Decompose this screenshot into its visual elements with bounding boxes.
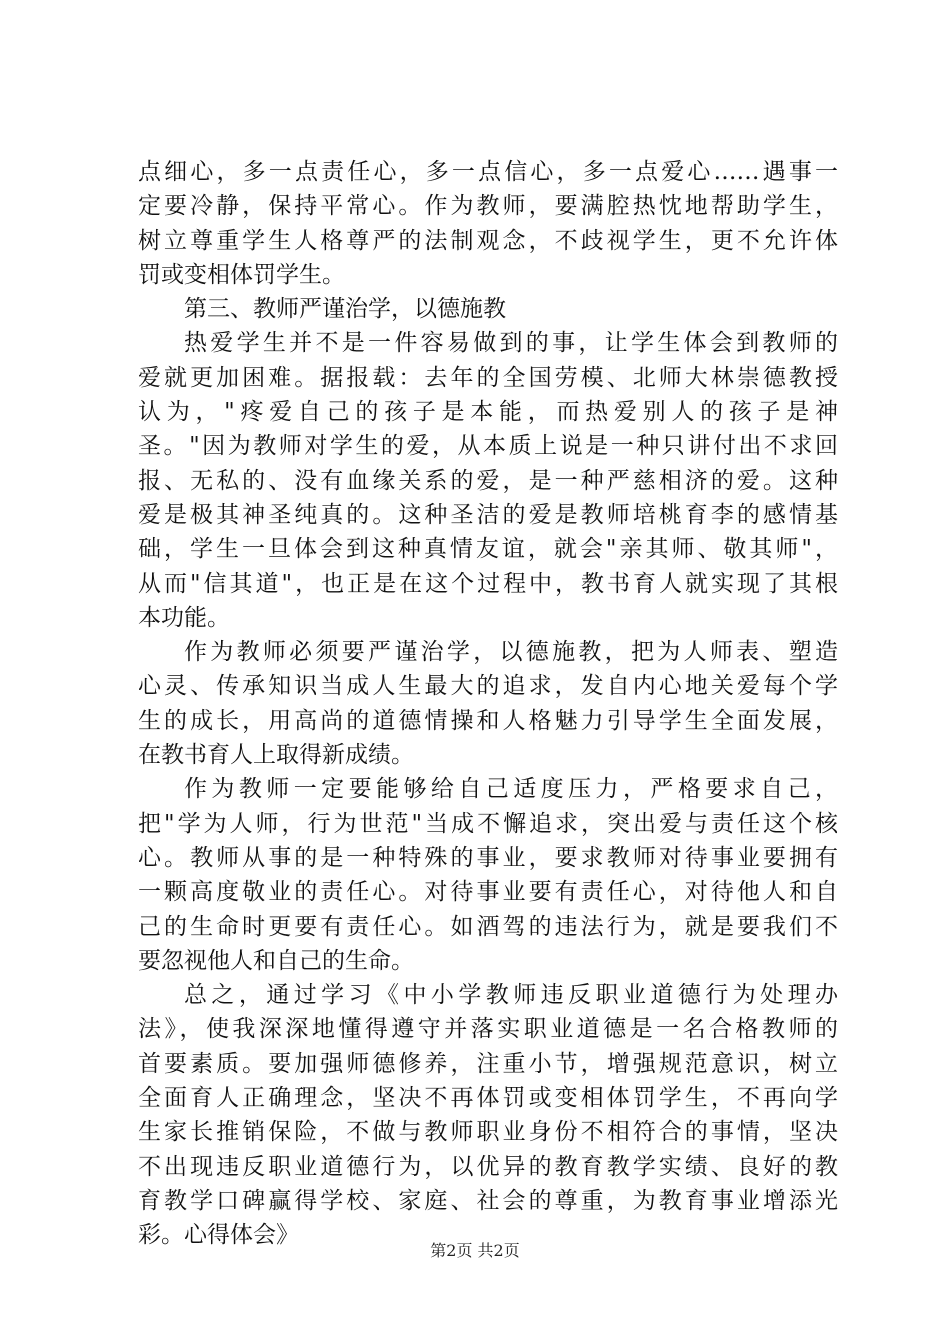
text-line: 不出现违反职业道德行为，以优异的教育教学实绩、良好的教 <box>138 1153 838 1180</box>
text-line: 本功能。 <box>138 604 230 631</box>
text-line: 点细心，多一点责任心，多一点信心，多一点爱心……遇事一 <box>138 159 838 185</box>
text-line: 罚或变相体罚学生。 <box>138 261 345 288</box>
text-line: 热爱学生并不是一件容易做到的事，让学生体会到教师的 <box>184 330 838 357</box>
text-line: 在教书育人上取得新成绩。 <box>138 742 414 769</box>
text-line: 一颗高度敬业的责任心。对待事业要有责任心，对待他人和自 <box>138 879 838 906</box>
text-line: 法》，使我深深地懂得遵守并落实职业道德是一名合格教师的 <box>138 1016 838 1043</box>
text-line: 爱是极其神圣纯真的。这种圣洁的爱是教师培桃育李的感情基 <box>138 501 838 528</box>
text-line: 树立尊重学生人格尊严的法制观念，不歧视学生，更不允许体 <box>138 227 838 254</box>
text-line: 从而"信其道"，也正是在这个过程中，教书育人就实现了其根 <box>138 570 838 597</box>
text-line: 爱就更加困难。据报载：去年的全国劳模、北师大林崇德教授 <box>138 364 838 391</box>
text-line: 把"学为人师，行为世范"当成不懈追求，突出爱与责任这个核 <box>138 810 838 837</box>
text-line: 己的生命时更要有责任心。如酒驾的违法行为，就是要我们不 <box>138 913 838 940</box>
text-line: 全面育人正确理念，坚决不再体罚或变相体罚学生，不再向学 <box>138 1085 838 1112</box>
page-footer: 第2页 共2页 <box>430 1241 520 1260</box>
text-line: 报、无私的、没有血缘关系的爱，是一种严慈相济的爱。这种 <box>138 467 838 494</box>
text-line: 第三、教师严谨治学，以德施教 <box>184 296 506 323</box>
text-line: 育教学口碑赢得学校、家庭、社会的尊重，为教育事业增添光 <box>138 1187 838 1214</box>
text-line: 生的成长，用高尚的道德情操和人格魅力引导学生全面发展， <box>138 707 838 734</box>
text-line: 认为，"疼爱自己的孩子是本能，而热爱别人的孩子是神 <box>138 399 838 426</box>
text-line: 心。教师从事的是一种特殊的事业，要求教师对待事业要拥有 <box>138 844 838 871</box>
text-line: 作为教师必须要严谨治学，以德施教，把为人师表、塑造 <box>184 639 838 666</box>
text-line: 心灵、传承知识当成人生最大的追求，发自内心地关爱每个学 <box>138 673 838 700</box>
text-line: 彩。心得体会》 <box>138 1222 299 1249</box>
text-line: 首要素质。要加强师德修养，注重小节，增强规范意识，树立 <box>138 1050 838 1077</box>
text-line: 作为教师一定要能够给自己适度压力，严格要求自己， <box>184 776 838 803</box>
text-line: 要忽视他人和自己的生命。 <box>138 947 414 974</box>
document-body <box>138 155 838 1253</box>
text-line: 生家长推销保险，不做与教师职业身份不相符合的事情，坚决 <box>138 1119 838 1146</box>
text-line: 定要冷静，保持平常心。作为教师，要满腔热忱地帮助学生， <box>138 193 838 220</box>
text-line: 圣。"因为教师对学生的爱，从本质上说是一种只讲付出不求回 <box>138 433 838 460</box>
text-line: 础，学生一旦体会到这种真情友谊，就会"亲其师、敬其师"， <box>138 536 838 563</box>
text-line: 总之，通过学习《中小学教师违反职业道德行为处理办 <box>184 982 838 1009</box>
